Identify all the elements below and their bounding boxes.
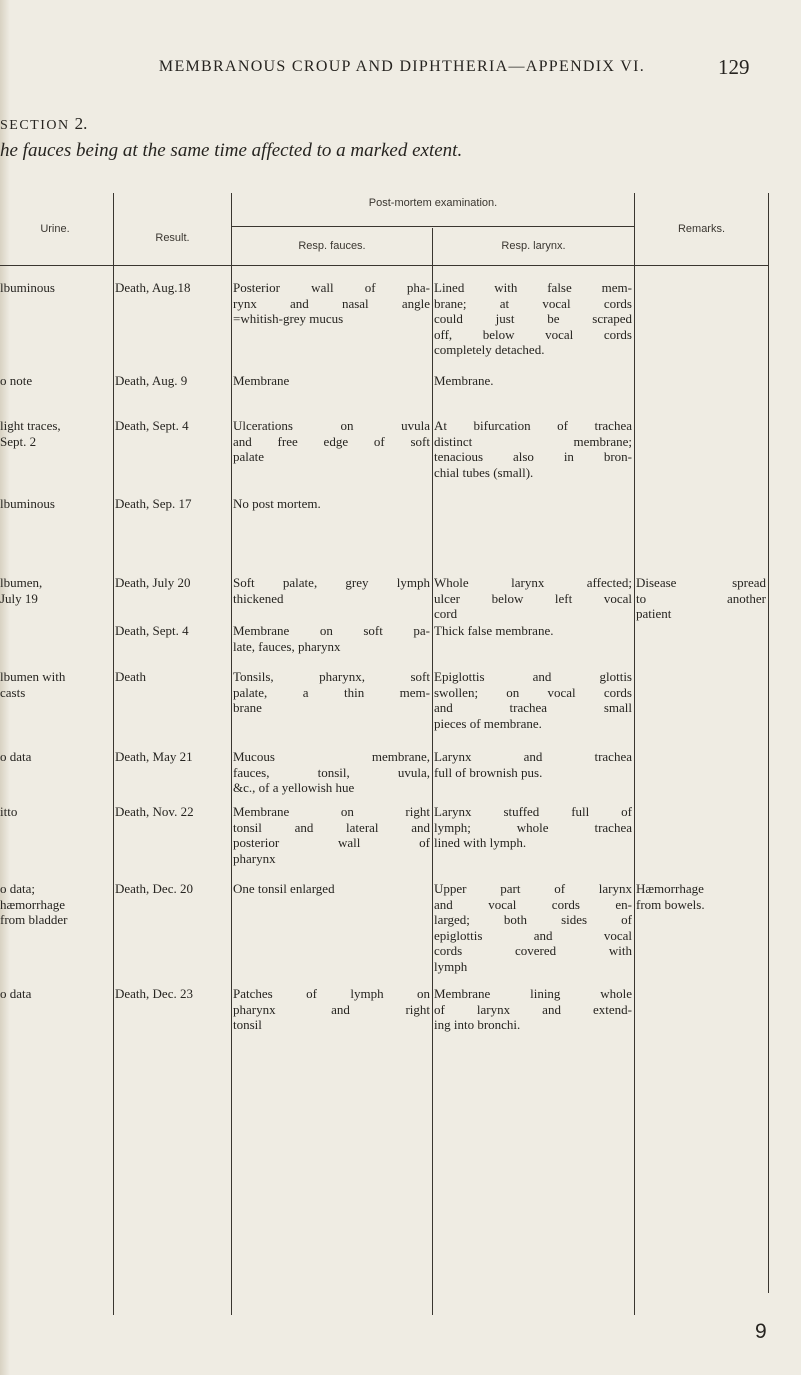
- cell-line: posterior wall of: [233, 835, 430, 850]
- cell-line: o data: [0, 749, 32, 764]
- cell-line: cords covered with: [434, 943, 632, 958]
- cell-line: Membrane on right: [233, 804, 430, 819]
- cell-fauces: [233, 280, 430, 327]
- cell-fauces: [233, 881, 430, 897]
- cell-larynx: [434, 280, 632, 358]
- rule-col-2: [231, 193, 232, 1315]
- cell-urine: [0, 986, 112, 1002]
- cell-fauces: [233, 749, 430, 796]
- page-number: 129: [718, 55, 750, 79]
- cell-line: of larynx and extend-: [434, 1001, 632, 1017]
- cell-line: Death: [115, 669, 147, 684]
- cell-line: thickened: [233, 590, 284, 606]
- section-label-number: 2.: [74, 114, 88, 133]
- cell-result: [115, 496, 229, 512]
- cell-line: o note: [0, 373, 33, 388]
- cell-urine: [0, 881, 112, 928]
- cell-line: lymph: [434, 958, 468, 974]
- cell-line: At bifurcation of trachea: [434, 418, 632, 433]
- cell-line: Patches of lymph on: [233, 986, 430, 1001]
- cell-line: No post mortem.: [233, 496, 321, 511]
- cell-line: swollen; on vocal cords: [434, 684, 632, 700]
- cell-line: Hæmorrhage: [636, 881, 704, 896]
- cell-larynx: [434, 881, 632, 974]
- cell-line: Death, Aug.18: [115, 280, 191, 295]
- header-result: Result.: [155, 232, 190, 244]
- cell-line: patient: [636, 606, 672, 621]
- cell-fauces: [233, 986, 430, 1033]
- header-larynx: Resp. larynx.: [501, 240, 566, 252]
- cell-urine: [0, 575, 112, 606]
- cell-line: Upper part of larynx: [434, 881, 632, 896]
- cell-line: Larynx and trachea: [434, 749, 632, 764]
- cell-line: palate: [233, 449, 265, 464]
- cell-urine: [0, 280, 112, 296]
- cell-line: Soft palate, grey lymph: [233, 575, 430, 590]
- cell-larynx: [434, 749, 632, 780]
- cell-urine: [0, 496, 112, 512]
- cell-line: Lined with false mem-: [434, 280, 632, 295]
- rule-col-5: [768, 193, 769, 1293]
- cell-line: brane: [233, 700, 262, 715]
- rule-col-4: [634, 193, 635, 1315]
- cell-fauces: [233, 496, 430, 512]
- cell-line: lbuminous: [0, 496, 55, 511]
- cell-urine: [0, 749, 112, 765]
- cell-line: palate, a thin mem-: [233, 684, 430, 700]
- cell-line: epiglottis and vocal: [434, 927, 632, 943]
- cell-result: [115, 418, 229, 434]
- cell-line: cord: [434, 606, 458, 621]
- cell-line: and free edge of soft: [233, 433, 430, 449]
- cell-result: [115, 669, 229, 685]
- cell-line: &c., of a yellowish hue: [233, 780, 355, 795]
- cell-fauces: [233, 575, 430, 606]
- header-urine: Urine.: [40, 223, 70, 235]
- cell-line: larged; both sides of: [434, 912, 632, 927]
- cell-line: chial tubes (small).: [434, 464, 534, 480]
- cell-line: could just be scraped: [434, 311, 632, 326]
- cell-remarks: [636, 881, 766, 912]
- cell-line: hæmorrhage: [0, 896, 65, 912]
- cell-result: [115, 280, 229, 296]
- cell-line: Thick false membrane.: [434, 623, 554, 638]
- cell-larynx: [434, 623, 632, 639]
- cell-line: Disease spread: [636, 575, 766, 590]
- cell-fauces: [233, 669, 430, 716]
- cell-remarks: [636, 575, 766, 622]
- cell-line: to another: [636, 590, 766, 606]
- cell-larynx: [434, 669, 632, 731]
- cell-line: o data;: [0, 881, 36, 896]
- cell-urine: [0, 669, 112, 700]
- cell-result: [115, 623, 229, 639]
- rule-col-1: [113, 193, 114, 1315]
- cell-line: tenacious also in bron-: [434, 449, 632, 464]
- cell-line: Epiglottis and glottis: [434, 669, 632, 684]
- cell-fauces: [233, 373, 430, 389]
- cell-line: brane; at vocal cords: [434, 295, 632, 311]
- cell-fauces: [233, 418, 430, 465]
- cell-line: and vocal cords en-: [434, 896, 632, 912]
- cell-result: [115, 804, 229, 820]
- cell-line: pharynx: [233, 850, 276, 866]
- rule-postmortem: [232, 226, 634, 227]
- cell-line: Whole larynx affected;: [434, 575, 632, 590]
- cell-line: fauces, tonsil, uvula,: [233, 764, 430, 780]
- cell-larynx: [434, 804, 632, 851]
- cell-line: tonsil: [233, 1017, 262, 1032]
- cell-line: ing into bronchi.: [434, 1017, 521, 1032]
- cell-line: Death, Dec. 20: [115, 881, 193, 896]
- cell-line: Sept. 2: [0, 433, 37, 449]
- cell-line: and trachea small: [434, 700, 632, 715]
- cell-line: late, fauces, pharynx: [233, 638, 341, 654]
- cell-line: rynx and nasal angle: [233, 295, 430, 311]
- cell-line: o data: [0, 986, 32, 1001]
- cell-urine: [0, 418, 112, 449]
- cell-line: pharynx and right: [233, 1001, 430, 1017]
- cell-line: Death, Aug. 9: [115, 373, 188, 388]
- header-postmortem: Post-mortem examination.: [368, 197, 498, 209]
- cell-line: lbumen with: [0, 669, 66, 684]
- section-label: [0, 114, 87, 134]
- cell-line: ulcer below left vocal: [434, 590, 632, 606]
- cell-line: Death, Sept. 4: [115, 623, 189, 638]
- cell-line: =whitish-grey mucus: [233, 311, 344, 326]
- cell-line: Mucous membrane,: [233, 749, 430, 764]
- header-fauces: Resp. fauces.: [298, 240, 366, 252]
- section-label-word: SECTION: [0, 118, 70, 133]
- cell-line: July 19: [0, 590, 38, 606]
- cell-larynx: [434, 575, 632, 622]
- cell-larynx: [434, 373, 632, 389]
- rule-header-bottom: [0, 265, 768, 266]
- cell-result: [115, 749, 229, 765]
- cell-line: pieces of membrane.: [434, 715, 542, 731]
- cell-result: [115, 881, 229, 897]
- cell-line: Death, Sept. 4: [115, 418, 189, 433]
- cell-line: Death, July 20: [115, 575, 191, 590]
- cell-line: Membrane on soft pa-: [233, 623, 430, 638]
- header-remarks: Remarks.: [677, 223, 726, 235]
- cell-line: tonsil and lateral and: [233, 819, 430, 835]
- cell-line: One tonsil enlarged: [233, 881, 335, 896]
- cell-line: Membrane.: [434, 373, 494, 388]
- cell-line: casts: [0, 684, 26, 700]
- cell-line: light traces,: [0, 418, 61, 433]
- cell-line: Death, Sep. 17: [115, 496, 192, 511]
- cell-line: from bladder: [0, 912, 68, 927]
- cell-result: [115, 986, 229, 1002]
- cell-urine: [0, 373, 112, 389]
- cell-line: Tonsils, pharynx, soft: [233, 669, 430, 684]
- cell-line: Ulcerations on uvula: [233, 418, 430, 433]
- cell-line: from bowels.: [636, 896, 705, 912]
- cell-line: Membrane: [233, 373, 290, 388]
- cell-larynx: [434, 418, 632, 480]
- cell-fauces: [233, 804, 430, 866]
- cell-line: Death, Nov. 22: [115, 804, 194, 819]
- cell-line: itto: [0, 804, 18, 819]
- cell-fauces: [233, 623, 430, 654]
- cell-line: Larynx stuffed full of: [434, 804, 632, 819]
- cell-line: lbumen,: [0, 575, 43, 590]
- section-title: he fauces being at the same time affected to a marked extent.: [0, 140, 463, 161]
- cell-line: completely detached.: [434, 342, 545, 357]
- cell-line: Death, May 21: [115, 749, 193, 764]
- cell-larynx: [434, 986, 632, 1033]
- cell-line: off, below vocal cords: [434, 326, 632, 342]
- cell-line: Membrane lining whole: [434, 986, 632, 1001]
- running-head: MEMBRANOUS CROUP AND DIPHTHERIA—APPENDIX VI.: [158, 58, 646, 75]
- footer-mark: 9: [755, 1320, 767, 1343]
- rule-col-3: [432, 228, 433, 1315]
- cell-line: Posterior wall of pha-: [233, 280, 430, 295]
- cell-result: [115, 373, 229, 389]
- cell-line: Death, Dec. 23: [115, 986, 193, 1001]
- cell-line: lined with lymph.: [434, 835, 527, 850]
- cell-urine: [0, 804, 112, 820]
- cell-line: full of brownish pus.: [434, 764, 543, 780]
- cell-line: lymph; whole trachea: [434, 819, 632, 835]
- cell-result: [115, 575, 229, 591]
- cell-line: distinct membrane;: [434, 433, 632, 449]
- cell-line: lbuminous: [0, 280, 55, 295]
